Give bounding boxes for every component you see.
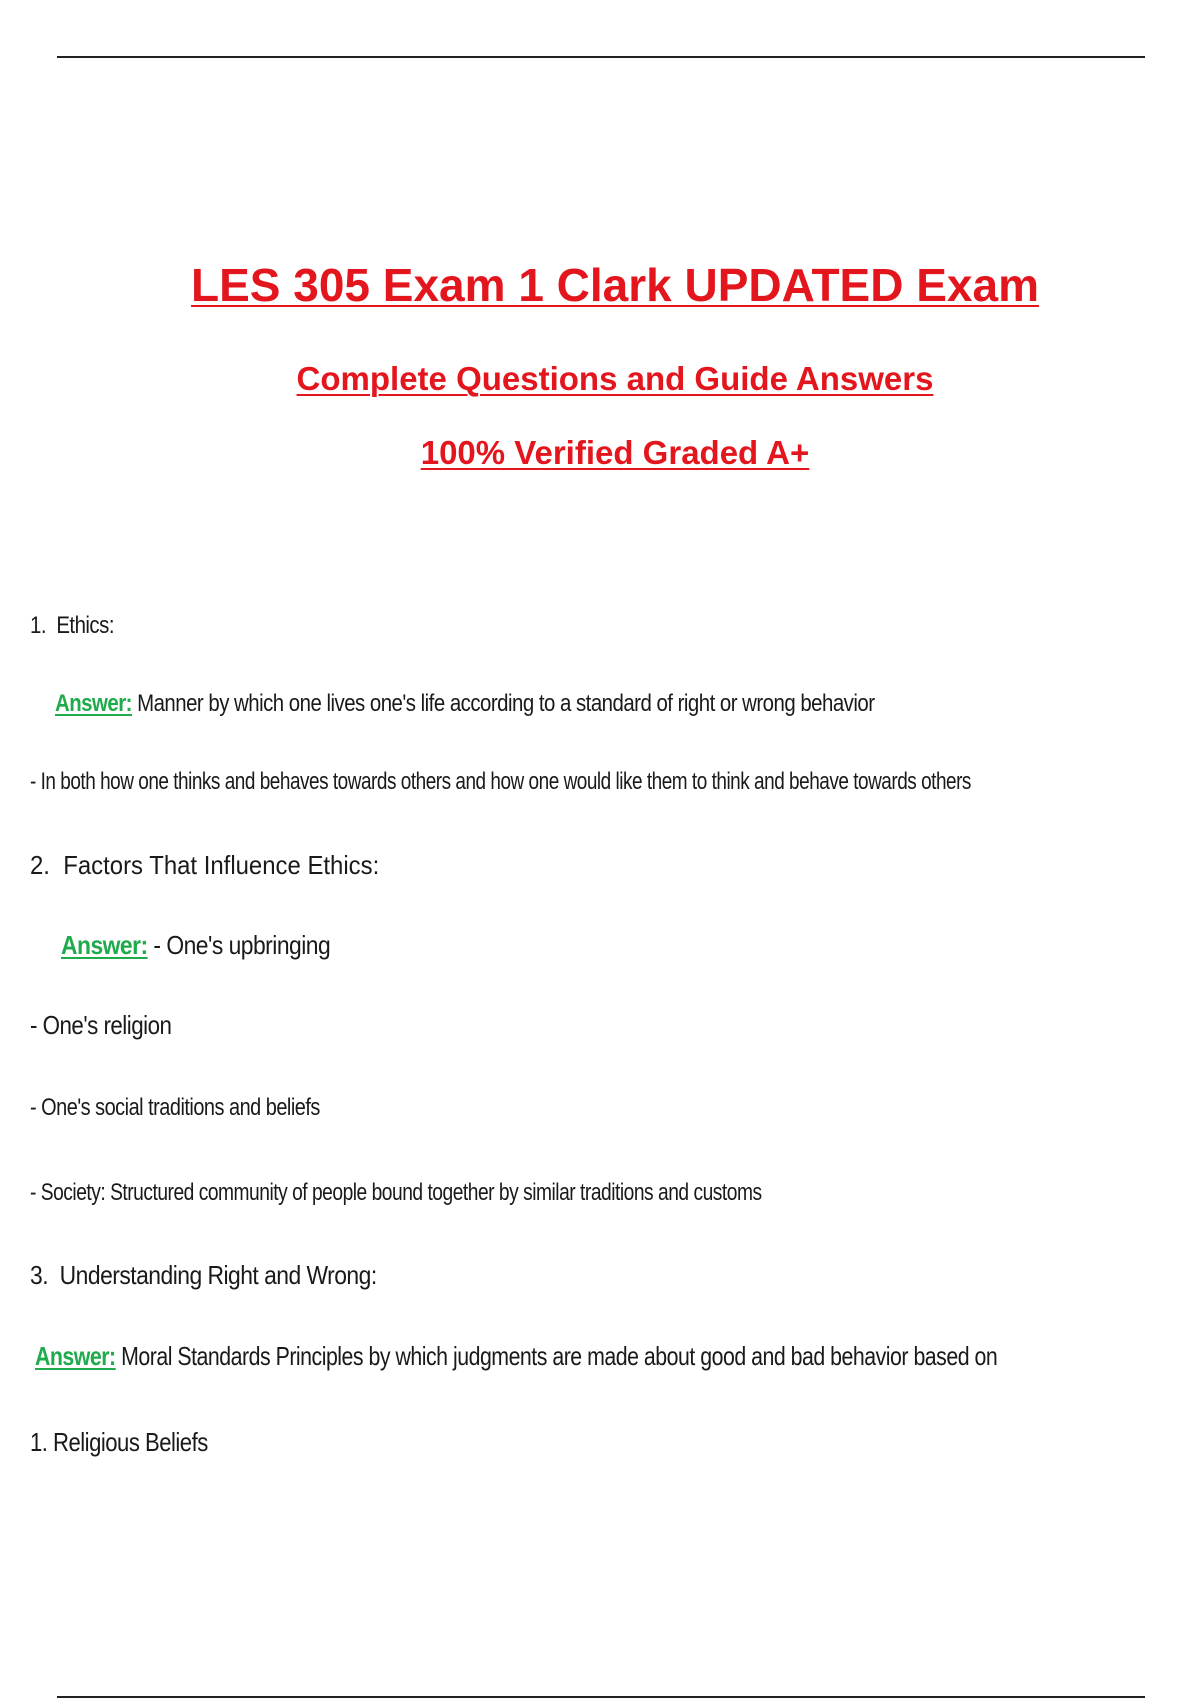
answer-2 [61,930,367,961]
question-3 [30,1260,424,1291]
question-1-text: Ethics: [56,612,114,639]
answer-2-detail-2: - One's social traditions and beliefs [30,1094,320,1121]
question-1-number: 1. [30,612,47,639]
question-3-number: 3. [30,1260,49,1290]
document-subtitle: Complete Questions and Guide Answers [296,360,934,397]
answer-2-text: - One's upbringing [153,930,331,960]
grade-line: 100% Verified Graded A+ [420,434,810,471]
answer-1-label: Answer: [55,690,132,717]
answer-1-detail: - In both how one thinks and behaves towards others and how one would like them to think and behave towards others [30,768,971,795]
question-3-text: Understanding Right and Wrong: [59,1260,377,1290]
answer-1-text: Manner by which one lives one's life according to a standard of right or wrong behavior [137,690,875,717]
top-rule [57,56,1145,58]
answer-3-detail: 1. Religious Beliefs [30,1427,208,1457]
question-2-number: 2. [30,850,50,880]
bottom-rule [57,1696,1145,1698]
document-title: LES 305 Exam 1 Clark UPDATED Exam [191,259,1039,311]
question-1 [30,612,129,640]
answer-2-detail-3: - Society: Structured community of people bound together by similar traditions and customs [30,1179,762,1206]
answer-3-text: Moral Standards Principles by which judgments are made about good and bad behavior based on [121,1341,998,1371]
question-2-text: Factors That Influence Ethics: [63,850,380,880]
answer-3 [35,1341,1200,1372]
answer-2-label: Answer: [61,930,148,960]
answer-1 [55,690,1019,718]
answer-2-detail-1: - One's religion [30,1010,172,1040]
question-2 [30,850,410,881]
answer-3-label: Answer: [35,1341,116,1371]
